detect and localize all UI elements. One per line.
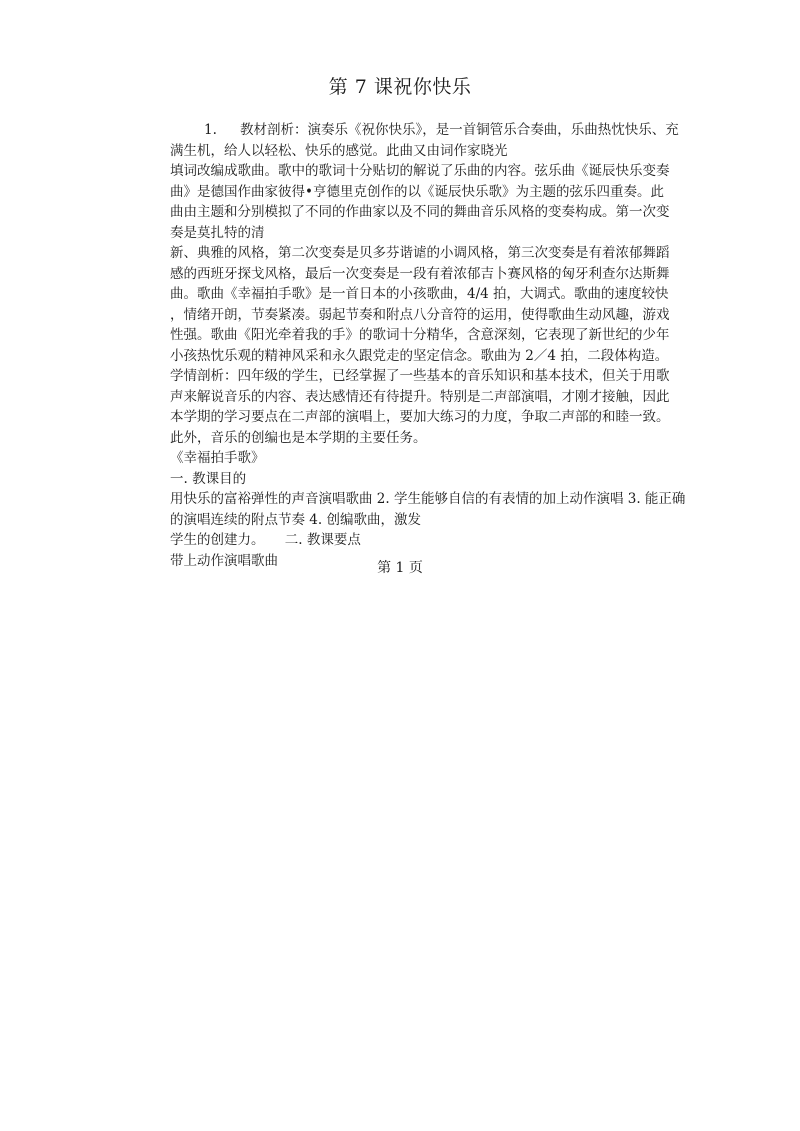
paragraph-line: 性强。歌曲《阳光牵着我的手》的歌词十分精华，含意深刻，它表现了新世纪的少年 — [170, 327, 670, 343]
paragraph-line: 本学期的学习要点在二声部的演唱上，要加大练习的力度，争取二声部的和睦一致。 — [170, 409, 670, 425]
paragraph-line: 此外，音乐的创编也是本学期的主要任务。 — [170, 429, 427, 446]
document-body — [170, 120, 686, 571]
paragraph-line: 声来解说音乐的内容、表达感情还有待提升。特别是二声部演唱，才刚才接触，因此 — [170, 388, 670, 405]
paragraph-line: ，情绪开朗，节奏紧凑。弱起节奏和附点八分音符的运用，使得歌曲生动风趣，游戏 — [170, 306, 670, 323]
paragraph-line: 填词改编成歌曲。歌中的歌词十分贴切的解说了乐曲的内容。弦乐曲《诞辰快乐变奏 — [170, 163, 670, 179]
paragraph-line: 感的西班牙探戈风格，最后一次变奏是一段有着浓郁吉卜赛风格的匈牙利查尔达斯舞 — [170, 265, 670, 282]
page-number-footer: 第 1 页 — [377, 560, 423, 576]
line-text: 教材剖析：演奏乐《祝你快乐》，是一首铜管乐合奏曲，乐曲热忱快乐、充 — [240, 122, 679, 138]
song-title-line: 《幸福拍手歌》 — [170, 450, 265, 466]
document-title: 第 7 课祝你快乐 — [328, 76, 472, 98]
paragraph-line: 新、典雅的风格，第二次变奏是贝多芬谐谑的小调风格，第三次变奏是有着浓郁舞蹈 — [170, 245, 670, 261]
paragraph-line: 小孩热忱乐观的精神风采和永久跟党走的坚定信念。歌曲为 2／4 拍，二段体构造。 — [170, 347, 669, 364]
paragraph-line: 曲。歌曲《幸福拍手歌》是一首日本的小孩歌曲，4/4 拍，大调式。歌曲的速度较快 — [170, 286, 669, 302]
paragraph-line: 曲》是德国作曲家彼得•亨德里克创作的以《诞辰快乐歌》为主题的弦乐四重奏。此 — [170, 183, 664, 200]
paragraph-line: 满生机，给人以轻松、快乐的感觉。此曲又由词作家晓光 — [170, 142, 508, 159]
paragraph-line: 学情剖析：四年级的学生，已经掌握了一些基本的音乐知识和基本技术，但关于用歌 — [170, 368, 670, 384]
section-heading: 一. 教课目的 — [170, 470, 247, 487]
paragraph-line: 带上动作演唱歌曲 — [170, 552, 278, 569]
paragraph-line: 的演唱连续的附点节奏 4. 创编歌曲，激发 — [170, 511, 421, 528]
paragraph-line: 奏是莫扎特的清 — [170, 224, 265, 241]
paragraph-line: 用快乐的富裕弹性的声音演唱歌曲 2. 学生能够自信的有表情的加上动作演唱 3. 能正确 — [170, 491, 686, 507]
item-number: 1. — [204, 122, 217, 138]
paragraph-line: 学生的创建力。 二. 教课要点 — [170, 532, 361, 548]
paragraph-line — [170, 120, 679, 141]
paragraph-line: 曲由主题和分别模拟了不同的作曲家以及不同的舞曲音乐风格的变奏构成。第一次变 — [170, 204, 670, 220]
